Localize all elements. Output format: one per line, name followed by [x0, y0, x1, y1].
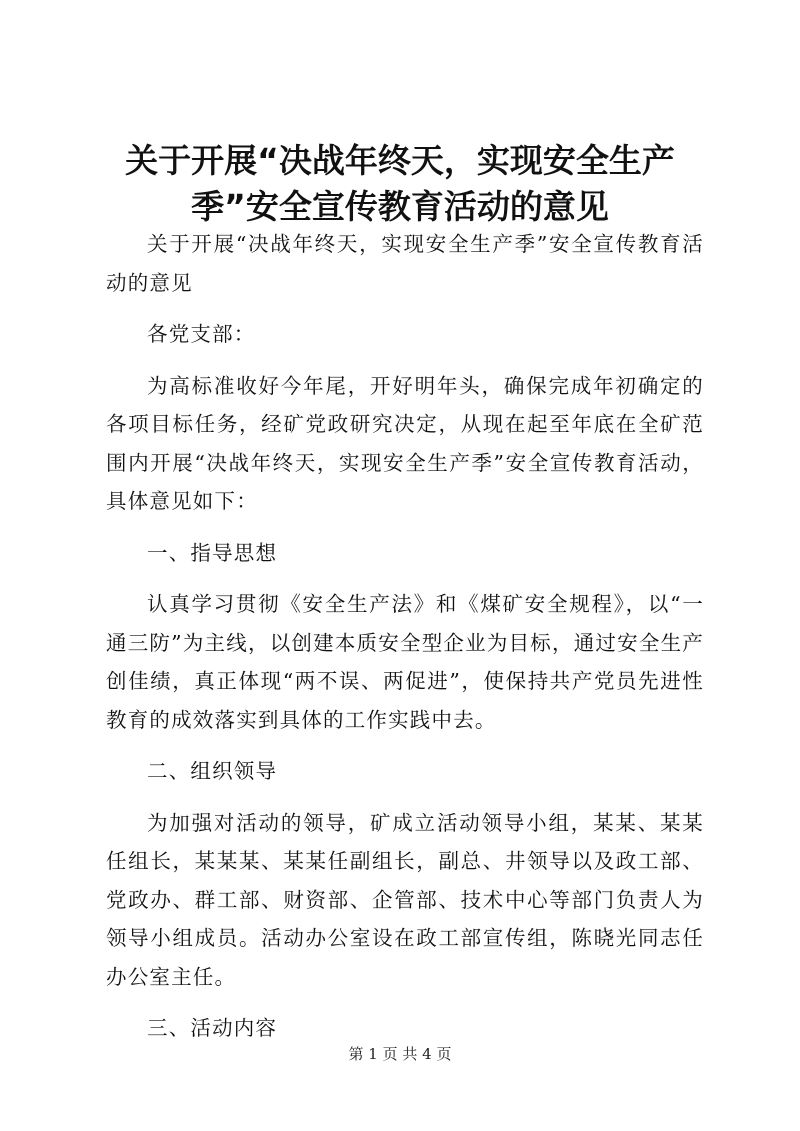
paragraph-heading-repeat: 关于开展“决战年终天，实现安全生产季”安全宣传教育活动的意见 — [106, 232, 704, 295]
section-heading-activity-content: 三、活动内容 — [147, 1016, 278, 1040]
paragraph-organization: 为加强对活动的领导，矿成立活动领导小组，某某、某某任组长，某某某、某某任副组长，副总、井领导以及政工部、党政办、群工部、财资部、企管部、技术中心等部门负责人为领导小组成员。活动办公室设在政工部宣传组，陈晓光同志任办公室主任。 — [106, 810, 704, 989]
paragraph-intro: 为高标准收好今年尾，开好明年头，确保完成年初确定的各项目标任务，经矿党政研究决定，从现在起至年底在全矿范围内开展“决战年终天，实现安全生产季”安全宣传教育活动，具体意见如下： — [106, 373, 704, 513]
document-title: 关于开展“决战年终天，实现安全生产季”安全宣传教育活动的意见 — [125, 141, 675, 226]
document-body — [106, 225, 704, 1061]
section-heading-guiding-ideology: 一、指导思想 — [147, 540, 278, 565]
paragraph-guiding-ideology: 认真学习贯彻《安全生产法》和《煤矿安全规程》，以“一通三防”为主线，以创建本质安全型企业为目标，通过安全生产创佳绩，真正体现“两不误、两促进”，使保持共产党员先进性教育的成效落实到具体的工作实践中去。 — [106, 592, 704, 732]
paragraph-salutation: 各党支部： — [147, 322, 256, 346]
section-heading-organization: 二、组织领导 — [147, 759, 278, 783]
page-number-footer: 第 1 页 共 4 页 — [348, 1045, 452, 1063]
